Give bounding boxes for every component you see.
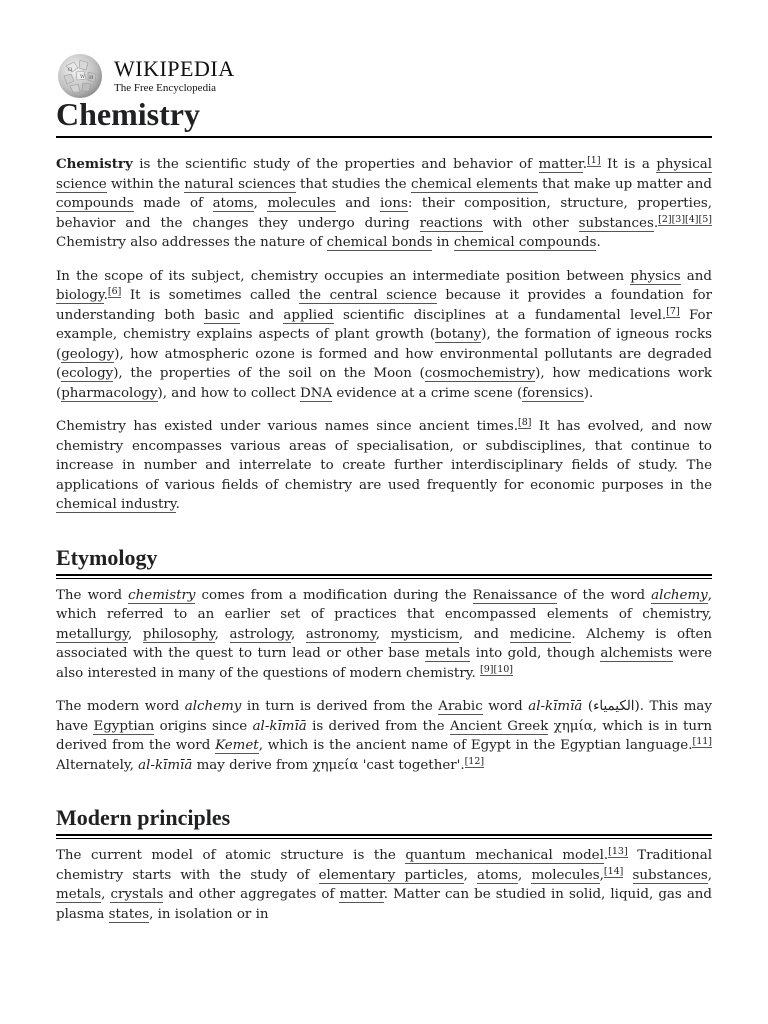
citation-6[interactable]: [6] [107, 286, 122, 297]
citation-1[interactable]: [1] [587, 155, 601, 166]
link-astrology[interactable]: astrology [229, 626, 291, 642]
section-heading-modern-principles: Modern principles [56, 803, 712, 836]
citation-3[interactable]: [3] [671, 213, 686, 225]
link-states[interactable]: states [108, 906, 150, 922]
link-molecules[interactable]: molecules [267, 196, 336, 211]
link-geology[interactable]: geology [61, 346, 115, 362]
citation-7[interactable]: [7] [666, 305, 680, 317]
link-ancient-greek[interactable]: Ancient Greek [449, 718, 549, 734]
svg-text:И: И [89, 75, 94, 81]
citation-10[interactable]: [10] [493, 663, 513, 675]
bold-term: Chemistry [56, 156, 133, 172]
link-pharmacology[interactable]: pharmacology [61, 385, 158, 401]
link-applied[interactable]: applied [283, 307, 334, 323]
link-alchemy[interactable]: alchemy [651, 587, 708, 603]
link-chemical-elements[interactable]: chemical elements [410, 176, 538, 192]
link-elementary-particles[interactable]: elementary particles [318, 867, 464, 883]
link-biology[interactable]: biology [56, 288, 104, 303]
link-physics[interactable]: physics [630, 268, 681, 284]
citation-12[interactable]: [12] [464, 755, 485, 767]
etymology-paragraph-2: The modern word alchemy in turn is derived from the Arabic word al-kīmīā (الكيمياء). This may have Egyptian origins since al-kīmīā is derived from the Ancient Greek χημία, which is in turn derived from the word Kemet, which is the ancient name of Egypt in the Egyptian language.[11] Alternately, al-kīmīā may derive from χημεία 'cast together'.[12] [56, 699, 713, 773]
citation-8[interactable]: [8] [518, 417, 532, 428]
link-natural-sciences[interactable]: natural sciences [184, 176, 296, 192]
intro-paragraph-3: Chemistry has existed under various names since ancient times.[8] It has evolved, and now chemistry encompasses various areas of specialisation, or subdisciplines, that continue to increase in number and interrelate to create further interdisciplinary fields of study. The applications of various fields of chemistry are used frequently for economic purposes in the chemical industry. [56, 417, 712, 512]
link-chemical-industry[interactable]: chemical industry [56, 497, 176, 512]
link-basic[interactable]: basic [204, 307, 240, 323]
italic-term: al-kīmīā [138, 757, 193, 773]
link-physical-science[interactable]: physical science [56, 157, 712, 192]
link-chemistry[interactable]: chemistry [128, 587, 196, 603]
link-philosophy[interactable]: philosophy [142, 626, 215, 642]
citation-14[interactable]: [14] [603, 865, 624, 877]
link-quantum-mechanical-model[interactable]: quantum mechanical model [405, 848, 604, 863]
intro-paragraph-1: Chemistry is the scientific study of the properties and behavior of matter.[1] It is a physical science within the natural sciences that studies the chemical elements that make up matter and compounds made of atoms, molecules and ions: their composition, structure, properties, behavior and the changes they undergo during reactions with other substances.[2][3][4][5] Chemistry also addresses the nature of chemical bonds in chemical compounds. [56, 155, 712, 250]
link-renaissance[interactable]: Renaissance [472, 587, 558, 603]
link-astronomy[interactable]: astronomy [305, 626, 376, 642]
link-mysticism[interactable]: mysticism [390, 626, 459, 642]
italic-term: al-kīmīā [528, 699, 583, 714]
link-molecules-2[interactable]: molecules [531, 867, 600, 883]
link-metals-2[interactable]: metals [56, 887, 102, 902]
citation-9[interactable]: [9] [480, 663, 494, 675]
link-compounds[interactable]: compounds [56, 196, 134, 211]
link-alchemists[interactable]: alchemists [600, 646, 673, 661]
link-metallurgy[interactable]: metallurgy [56, 626, 128, 642]
wordmark-name: WIKIPEDIA [114, 56, 235, 81]
etymology-paragraph-1: The word chemistry comes from a modification during the Renaissance of the word alchemy, which referred to an earlier set of practices that encompassed elements of chemistry, metallurgy, philosophy, astrology, astronomy, mysticism, and medicine. Alchemy is often associated with the quest to turn lead or other base metals into gold, though alchemists were also interested in many of the questions of modern chemistry. [9][10] [56, 587, 712, 681]
article-content [56, 155, 712, 938]
link-chemical-compounds[interactable]: chemical compounds [453, 235, 597, 250]
svg-text:Ω: Ω [68, 67, 73, 73]
italic-term: alchemy [184, 699, 242, 714]
link-arabic[interactable]: Arabic [438, 699, 483, 714]
modern-principles-paragraph-1: The current model of atomic structure is the quantum mechanical model.[13] Traditional chemistry starts with the study of elementary particles, atoms, molecules,[14] substances, metals, crystals and other aggregates of matter. Matter can be studied in solid, liquid, gas and plasma states, in isolation or in [56, 846, 713, 922]
wordmark-tagline: The Free Encyclopedia [114, 82, 217, 94]
wikipedia-logo[interactable] [56, 52, 235, 100]
link-atoms-2[interactable]: atoms [477, 867, 519, 883]
wikipedia-globe-icon [56, 52, 104, 100]
section-heading-etymology: Etymology [56, 543, 712, 576]
link-medicine[interactable]: medicine [509, 626, 572, 642]
link-botany[interactable]: botany [435, 327, 482, 342]
link-cosmochemistry[interactable]: cosmochemistry [424, 366, 536, 381]
link-central-science[interactable]: the central science [299, 288, 437, 303]
wordmark [114, 58, 235, 94]
italic-term: al-kīmīā [252, 718, 307, 734]
link-atoms[interactable]: atoms [212, 196, 254, 211]
link-matter[interactable]: matter [538, 157, 583, 172]
link-reactions[interactable]: reactions [419, 215, 483, 231]
link-dna[interactable]: DNA [300, 385, 333, 401]
link-substances[interactable]: substances [578, 215, 654, 231]
link-ions[interactable]: ions [379, 196, 408, 211]
citation-2[interactable]: [2] [658, 213, 672, 225]
link-metals[interactable]: metals [425, 646, 471, 661]
link-kemet[interactable]: Kemet [215, 738, 259, 753]
link-egyptian[interactable]: Egyptian [93, 718, 155, 734]
link-crystals[interactable]: crystals [110, 887, 164, 902]
link-forensics[interactable]: forensics [522, 385, 584, 401]
page-title: Chemistry [56, 94, 712, 138]
svg-text:W: W [80, 74, 86, 80]
link-chemical-bonds[interactable]: chemical bonds [326, 235, 433, 250]
citation-11[interactable]: [11] [692, 736, 712, 747]
link-matter-2[interactable]: matter [339, 887, 384, 902]
link-substances-2[interactable]: substances [632, 867, 708, 883]
citation-13[interactable]: [13] [608, 846, 628, 857]
citation-5[interactable]: [5] [698, 213, 712, 225]
intro-paragraph-2: In the scope of its subject, chemistry occupies an intermediate position between physics and biology.[6] It is sometimes called the central science because it provides a foundation for understanding both basic and applied scientific disciplines at a fundamental level.[7] For example, chemistry explains aspects of plant growth (botany), the formation of igneous rocks (geology), how atmospheric ozone is formed and how environmental pollutants are degraded (ecology), the properties of the soil on the Moon (cosmochemistry), how medications work (pharmacology), and how to collect DNA evidence at a crime scene (forensics). [56, 268, 713, 401]
link-ecology[interactable]: ecology [61, 366, 114, 381]
citation-4[interactable]: [4] [685, 213, 699, 225]
